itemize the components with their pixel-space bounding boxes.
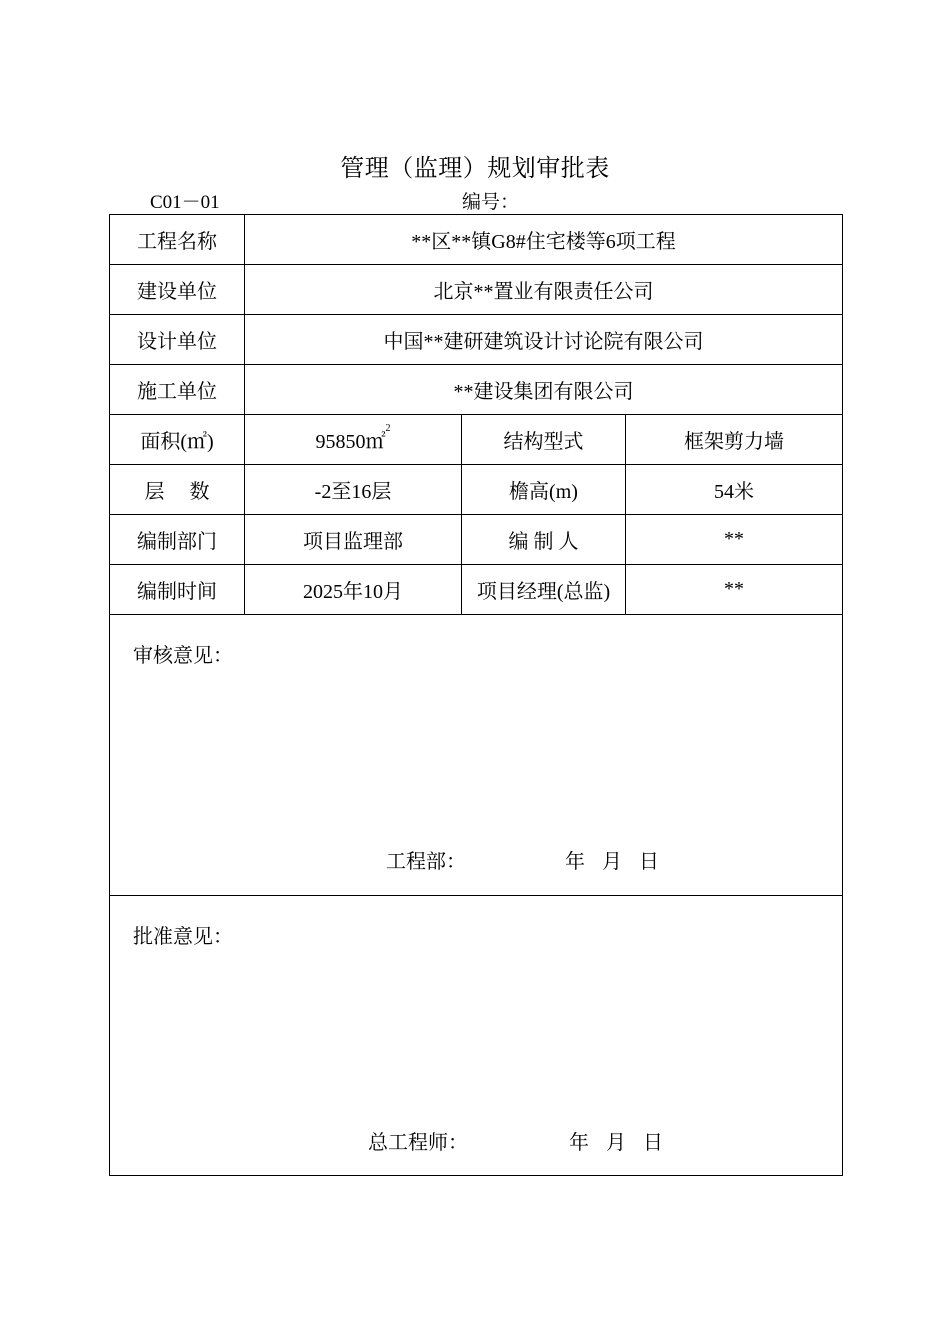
table-row-floors — [110, 465, 843, 515]
table-row-builder — [110, 265, 843, 315]
floors-label: 层 数 — [110, 465, 245, 515]
eave-height-value: 54米 — [626, 465, 843, 515]
compiler-label: 编 制 人 — [462, 515, 626, 565]
compile-time-value: 2025年10月 — [245, 565, 462, 615]
dept-value: 项目监理部 — [245, 515, 462, 565]
page-title: 管理（监理）规划审批表 — [340, 156, 610, 182]
approval-table — [109, 214, 843, 1176]
table-row-compile-time — [110, 565, 843, 615]
builder-label: 建设单位 — [110, 265, 245, 315]
area-label: 面积(㎡) — [110, 415, 245, 465]
table-row-approval — [110, 896, 843, 1176]
project-name-label: 工程名称 — [110, 215, 245, 265]
area-superscript: 2 — [385, 423, 391, 434]
table-row-dept — [110, 515, 843, 565]
compile-time-label: 编制时间 — [110, 565, 245, 615]
review-date-label: 年 月 日 — [565, 851, 659, 873]
builder-value: 北京**置业有限责任公司 — [245, 265, 843, 315]
designer-label: 设计单位 — [110, 315, 245, 365]
approval-date-label: 年 月 日 — [569, 1132, 663, 1154]
contractor-label: 施工单位 — [110, 365, 245, 415]
area-value: 95850㎡ — [315, 431, 386, 453]
review-opinion-label: 审核意见： — [133, 645, 233, 667]
approval-opinion-label: 批准意见： — [133, 926, 233, 948]
table-row-contractor — [110, 365, 843, 415]
review-opinion-box — [110, 615, 843, 896]
structure-label: 结构型式 — [462, 415, 626, 465]
serial-number-label: 编号： — [462, 192, 520, 213]
contractor-value: **建设集团有限公司 — [245, 365, 843, 415]
approval-sign-label: 总工程师： — [368, 1132, 468, 1154]
approval-opinion-box — [110, 896, 843, 1176]
manager-label: 项目经理(总监) — [462, 565, 626, 615]
eave-height-label: 檐高(m) — [462, 465, 626, 515]
designer-value: 中国**建研建筑设计讨论院有限公司 — [245, 315, 843, 365]
table-row-review — [110, 615, 843, 896]
table-row-designer — [110, 315, 843, 365]
structure-value: 框架剪力墙 — [626, 415, 843, 465]
manager-value: ** — [626, 565, 843, 615]
floors-value: -2至16层 — [245, 465, 462, 515]
dept-label: 编制部门 — [110, 515, 245, 565]
compiler-value: ** — [626, 515, 843, 565]
table-row-area — [110, 415, 843, 465]
review-sign-label: 工程部： — [386, 851, 466, 873]
area-value-cell — [245, 415, 462, 465]
table-row-project-name — [110, 215, 843, 265]
project-name-value: **区**镇G8#住宅楼等6项工程 — [245, 215, 843, 265]
form-code: C01－01 — [150, 192, 220, 213]
